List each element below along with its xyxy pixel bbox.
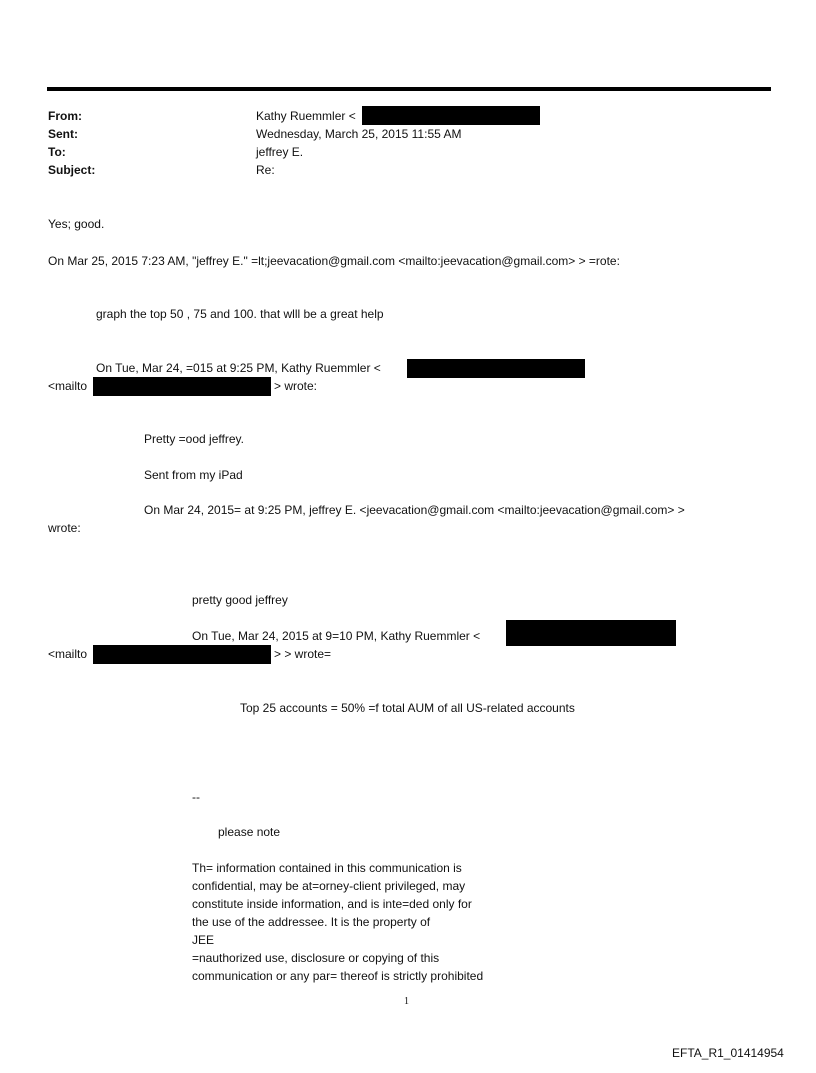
quote2-header: On Tue, Mar 24, =015 at 9:25 PM, Kathy Ruemmler < [96, 361, 381, 375]
disclaimer-line: =nauthorized use, disclosure or copying of this [192, 951, 440, 965]
header-rule [47, 87, 771, 91]
redaction-box [93, 377, 271, 396]
disclaimer-line: constitute inside information, and is inte=ded only for [192, 897, 472, 911]
redaction-box [362, 106, 540, 125]
quote4-text: Top 25 accounts = 50% =f total AUM of all US-related accounts [240, 701, 575, 715]
sent-value: Wednesday, March 25, 2015 11:55 AM [256, 127, 462, 141]
quote4-mailto: <mailto [48, 647, 88, 661]
to-value: jeffrey E. [256, 145, 304, 159]
quote2-header-end: > wrote: [274, 379, 318, 393]
subject-value: Re: [256, 163, 275, 177]
redaction-box [506, 620, 676, 646]
redaction-box [407, 359, 585, 378]
to-label: To: [48, 145, 66, 159]
signature-dashes: -- [192, 790, 200, 804]
quote3-header-wrap: wrote: [48, 521, 81, 535]
reply-text: Yes; good. [48, 217, 105, 231]
page-number: 1 [404, 996, 409, 1007]
quote1-header: On Mar 25, 2015 7:23 AM, "jeffrey E." =lt;jeevacation@gmail.com <mailto:jeevacation@gmail.com> > =rote: [48, 254, 620, 268]
redaction-box [93, 645, 271, 664]
from-value: Kathy Ruemmler < [256, 109, 356, 123]
quote1-text: graph the top 50 , 75 and 100. that wlll be a great help [96, 307, 384, 321]
quote3-header: On Mar 24, 2015= at 9:25 PM, jeffrey E. <jeevacation@gmail.com <mailto:jeevacation@gmail.com> > [144, 503, 685, 517]
disclaimer-line: JEE [192, 933, 215, 947]
quote4-header: On Tue, Mar 24, 2015 at 9=10 PM, Kathy Ruemmler < [192, 629, 481, 643]
disclaimer-line: communication or any par= thereof is strictly prohibited [192, 969, 484, 983]
quote3-text: pretty good jeffrey [192, 593, 288, 607]
quote2-signature: Sent from my iPad [144, 468, 243, 482]
quote2-text: Pretty =ood jeffrey. [144, 432, 244, 446]
quote4-header-end: > > wrote= [274, 647, 332, 661]
subject-label: Subject: [48, 163, 96, 177]
sent-label: Sent: [48, 127, 78, 141]
disclaimer-line: confidential, may be at=orney-client privileged, may [192, 879, 466, 893]
please-note: please note [218, 825, 281, 839]
document-id: EFTA_R1_01414954 [672, 1046, 784, 1060]
disclaimer-line: Th= information contained in this communication is [192, 861, 462, 875]
from-label: From: [48, 109, 82, 123]
quote2-mailto: <mailto [48, 379, 88, 393]
disclaimer-line: the use of the addressee. It is the property of [192, 915, 431, 929]
